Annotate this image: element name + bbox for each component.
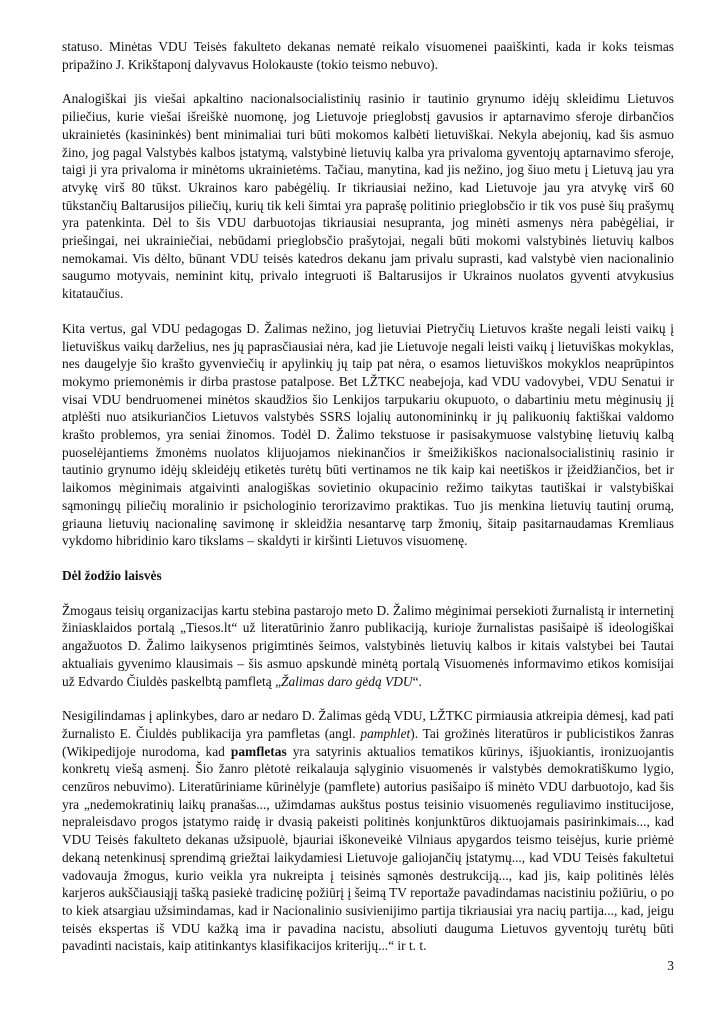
page-number: 3 xyxy=(667,958,674,973)
paragraph-4-text-b: “. xyxy=(412,673,422,689)
bold-term: pamfletas xyxy=(230,743,287,759)
paragraph-2: Analogiškai jis viešai apkaltino nacionalsocialistinių rasinio ir tautinio grynumo idėjų skleidimu Lietuvos piliečius, kurie viešai išreiškė nuomonę, jog Lietuvoje prieglobstį gavusios ir aptarnavimo sferoje dirbančios ukrainietės (kasininkės) bent minimaliai turi būti mokomos kalbėti lietuviškai. Nekyla abejonių, kad šis asmuo žino, jog pagal Valstybės kalbos įstatymą, valstybinė lietuvių kalba yra privaloma gyventojų aptarnavimo sferoje, taigi ji yra privaloma ir minėtoms ukrainietėms. Tačiau, manytina, kad jis nežino, jog šiuo metu į Lietuvą jau yra atvykę virš 80 tūkst. Ukrainos karo pabėgėlių. Ir tikriausiai nežino, kad Lietuvoje jau yra atvykę virš 60 tūkstančių Baltarusijos piliečių, kurių tik keli šimtai yra paprašę politinio prieglobsčio ir tik vos pusė šių prašymų yra patenkinta. Dėl to šis VDU darbuotojas tikriausiai nesupranta, jog minėti asmenys nėra pabėgėliai, ir priešingai, nei ukrainiečiai, nebūdami prieglobsčio prašytojai, negali būti mokomi valstybinės lietuvių kalbos nemokamai. Vis dėlto, būnant VDU teisės katedros dekanu jam privalu suprasti, kad valstybė vien nacionalinio saugumo motyvais, neminint kitų, privalo integruoti iš Baltarusijos ir Ukrainos nuolatos gyventi atvykusius kitataučius. xyxy=(62,91,674,302)
english-term: pamphlet xyxy=(360,725,411,741)
pamphlet-title: Žalimas daro gėdą VDU xyxy=(281,673,413,689)
paragraph-5-text-c: yra satyrinis aktualios tematikos kūrinys, išjuokiantis, ironizuojantis konkretų viešą asmenį. Šio žanro plėtotė reikalauja sąlyginio visuomenės ir valstybės demokratiškumo lygio, cenzūros nebuvimo). Literatūriniame kūrinėlyje (pamflete) autorius pasišaipo iš minėto VDU darbuotojo, kad šis yra „nedemokratinių laikų pranašas..., užimdamas aukštus postus teisinio visuomenės reguliavimo institucijose, nepraleisdavo progos įstatymo raidę ir dvasią pakeisti politinės konjunktūros diktuojamais pasirinkimais..., kad VDU Teisės fakulteto dekanas užsipuolė, bjauriai iškoneveikė Vilniaus apygardos teismo teisėjus, kurie priėmė dekaną netenkinusį sprendimą griežtai laikydamiesi Lietuvoje galiojančių įstatymų..., kad VDU Teisės fakultetui vadovauja žmogus, kurio veikla yra nukreipta į teisinės sąmonės destrukciją..., kad jis, kaip politinės lėlės karjeros aukščiausiąjį tašką pasiekė tradicinę požiūrį į šeimą TV reportaže pavadindamas nacistiniu požiūriu, o po to kiek atsargiau užsimindamas, kad ir Nacionalinio susivienijimo partija tikriausiai yra nacių partija..., kad, jeigu teisės ekspertas iš VDU kažką ima ir pavadina nacistu, absoliuti dauguma Lietuvos gyventojų turėtų būti pavadinti nacistais, kaip atitinkantys klasifikacijos kriterijų...“ ir t. t. xyxy=(62,743,674,954)
section-heading: Dėl žodžio laisvės xyxy=(62,567,162,583)
paragraph-5-text-b: ). Tai grožinės literatūros ir publicistikos žanras (Wikipedijoje nurodoma, kad xyxy=(62,725,675,759)
paragraph-4 xyxy=(62,602,674,691)
paragraph-4-text-a: Žmogaus teisių organizacijas kartu stebina pastarojo meto D. Žalimo mėginimai persekioti žurnalistą ir internetinį žiniasklaidos portalą „Tiesos.lt“ už literatūrinio žanro publikaciją, kurioje žurnalistas pasišaipė iš ideologiškai angažuotos D. Žalimo laikysenos prigimtinės šeimos, valstybinės lietuvių kalbos ir kitais valstybei bei Tautai aktualiais gyvenimo klausimais – šis asmuo apskundė minėtą portalą Visuomenės informavimo etikos komisijai už Edvardo Čiuldės paskelbtą pamfletą „ xyxy=(62,602,674,689)
paragraph-1: statuso. Minėtas VDU Teisės fakulteto dekanas nematė reikalo visuomenei paaiškinti, kada ir koks teismas pripažino J. Krikštaponį dalyvavus Holokauste (tokio teismo nebuvo). xyxy=(62,39,674,72)
paragraph-3: Kita vertus, gal VDU pedagogas D. Žalimas nežino, jog lietuviai Pietryčių Lietuvos krašte negali leisti vaikų į lietuviškus vaikų darželius, nes jų paprasčiausiai nėra, kad jie Lietuvoje negali leisti vaikų į lietuviškas mokyklas, nes daugelyje šio krašto gyvenviečių ir apylinkių jų taip pat nėra, o esamos lietuviškos mokyklos neaprūpintos mokymo priemonėmis ir dirba prastose patalpose. Bet LŽTKC neabejoja, kad VDU vadovybei, VDU Senatui ir visai VDU bendruomenei minėtos skaudžios šio Lenkijos tarpukariu okupuoto, o dabartiniu metu mėginusių jį atplėšti nuo atsikuriančios Lietuvos valstybės SSRS lojalių autonomininkų ir jų palikuonių faktiškai valdomo krašto problemos, yra seniai žinomos. Todėl D. Žalimo tekstuose ir pasisakymuose valstybinę lietuvių kalbą puoselėjantiems žmonėms nuolatos klijuojamos niekinančios ir šmeižikiškos nacionalsocialistinių rasinio ir tautinio grynumo idėjų skleidėjų etiketės turėtų būti vertinamos ne tik kaip kai neetiškos ir įžeidžiančios, bet ir laikomos mėginimais atgaivinti analogiškas sovietinio okupacinio režimo taikytas tautiškai ir valstybiškai sąmoningų piliečių moralinio ir psichologinio terorizavimo praktikas. Tuo jis menkina lietuvių tautinį orumą, griauna lietuvių nacionalinę savimonę ir skleidžia nesantarvę tarp žmonių, šitaip pasitarnaudamas Kremliaus vykdomo hibridinio karo tikslams – skaldyti ir kiršinti Lietuvos visuomenę. xyxy=(62,320,674,549)
paragraph-5-text-a: Nesigilindamas į aplinkybes, daro ar nedaro D. Žalimas gėdą VDU, LŽTKC pirmiausia atkreipia dėmesį, kad pati žurnalisto E. Čiuldės publikacija yra pamfletas (angl. xyxy=(62,708,674,741)
paragraph-5 xyxy=(62,707,674,955)
document-page xyxy=(62,38,674,972)
